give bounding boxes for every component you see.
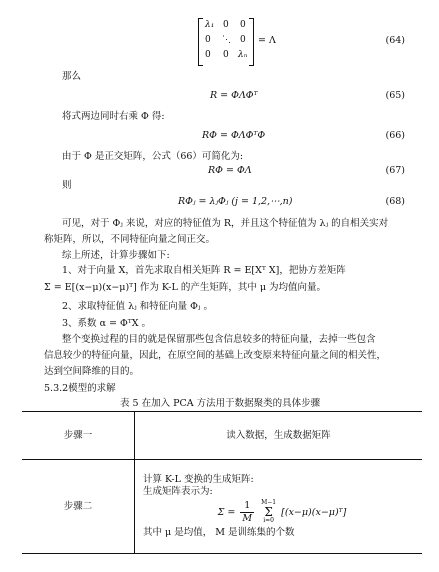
matrix-cell: 0 xyxy=(205,35,211,45)
eq68-expr: RΦⱼ = λⱼΦⱼ (j = 1,2,⋯,n) xyxy=(178,196,293,207)
eq67-number: (67) xyxy=(385,165,405,176)
eq67-expr: RΦ = ΦΛ xyxy=(208,165,252,176)
eq64-rhs: = Λ xyxy=(258,35,276,46)
matrix-cell: λₙ xyxy=(238,50,248,60)
matrix-cell: 0 xyxy=(223,20,229,30)
eq66-number: (66) xyxy=(385,130,405,141)
table-row xyxy=(22,460,422,554)
matrix-cell: λ₁ xyxy=(205,20,215,30)
text-nage: 那么 xyxy=(62,71,82,82)
kl-formula xyxy=(143,500,421,525)
matrix-cell: 0 xyxy=(205,50,211,60)
text-right-mult: 将式两边同时右乘 Φ 得: xyxy=(62,111,165,122)
step-label: 步骤一 xyxy=(22,412,135,460)
formula-fraction xyxy=(240,500,254,525)
step-content: 读入数据，生成数据矩阵 xyxy=(135,412,423,460)
eq64-number: (64) xyxy=(385,35,405,46)
table-caption: 表 5 在加入 PCA 方法用于数据聚类的具体步骤 xyxy=(120,398,321,409)
sum-upper: M−1 xyxy=(261,499,277,507)
step1-line1: 1、对于向量 X，首先求取自相关矩阵 R = E[Xᵀ X]，把协方差矩阵 xyxy=(62,265,346,276)
step2-line4: 其中 μ 是均值， M 是训练集的个数 xyxy=(143,526,295,538)
matrix-cell: ⋱ xyxy=(222,35,231,45)
text-ze: 则 xyxy=(62,180,72,191)
fraction-denominator: M xyxy=(242,512,253,524)
eq65-expr: R = ΦΛΦᵀ xyxy=(210,90,258,101)
matrix-cell: 0 xyxy=(240,20,246,30)
para2-line3: 达到空间降维的目的。 xyxy=(44,366,140,377)
para2-line2: 信息较少的特征向量，因此，在原空间的基础上改变原来特征向量之间的相关性， xyxy=(44,350,387,361)
summary-text: 综上所述，计算步骤如下: xyxy=(62,250,170,261)
fraction-numerator: 1 xyxy=(240,500,254,513)
eigenvalue-matrix xyxy=(198,18,254,64)
matrix-cell: 0 xyxy=(223,50,229,60)
para2-line1: 整个变换过程的目的就是保留那些包含信息较多的特征向量，去掉一些包含 xyxy=(62,334,376,345)
step2-line1: 计算 K-L 变换的生成矩阵: xyxy=(143,474,254,486)
eq68-number: (68) xyxy=(385,196,405,207)
formula-lhs: Σ = xyxy=(217,506,236,518)
para1-line1: 可见，对于 Φⱼ 来说，对应的特征值为 R，并且这个特征值为 λⱼ 的自相关实对 xyxy=(62,218,389,229)
sum-symbol: Σ xyxy=(264,505,273,520)
eq65-number: (65) xyxy=(385,90,405,101)
step3-text: 3、系数 α = ΦᵀX 。 xyxy=(62,318,152,329)
step1-line2: Σ = E[(x−μ)(x−μ)ᵀ] 作为 K-L 的产生矩阵，其中 μ 为均值向量。 xyxy=(44,282,327,293)
summation xyxy=(261,500,276,524)
matrix-left-bracket xyxy=(198,18,203,66)
eq66-expr: RΦ = ΦΛΦᵀΦ xyxy=(202,130,266,141)
step-content xyxy=(135,460,423,554)
para1-line2: 称矩阵，所以，不同特征向量之间正交。 xyxy=(44,234,216,245)
step2-text: 2、求取特征值 λⱼ 和特征向量 Φⱼ 。 xyxy=(62,301,213,312)
matrix-cell: 0 xyxy=(240,35,246,45)
step-label: 步骤二 xyxy=(22,460,135,554)
text-phi-orth: 由于 Φ 是正交矩阵，公式（66）可简化为: xyxy=(62,151,244,162)
table-row xyxy=(22,412,422,460)
matrix-right-bracket xyxy=(249,18,254,66)
step2-line2: 生成矩阵表示为: xyxy=(143,486,213,498)
formula-rhs: [(x−μ)(x−μ)ᵀ] xyxy=(281,506,347,518)
sum-lower: i=0 xyxy=(263,517,274,525)
section-heading: 5.3.2模型的求解 xyxy=(44,383,116,394)
steps-table xyxy=(22,411,422,554)
